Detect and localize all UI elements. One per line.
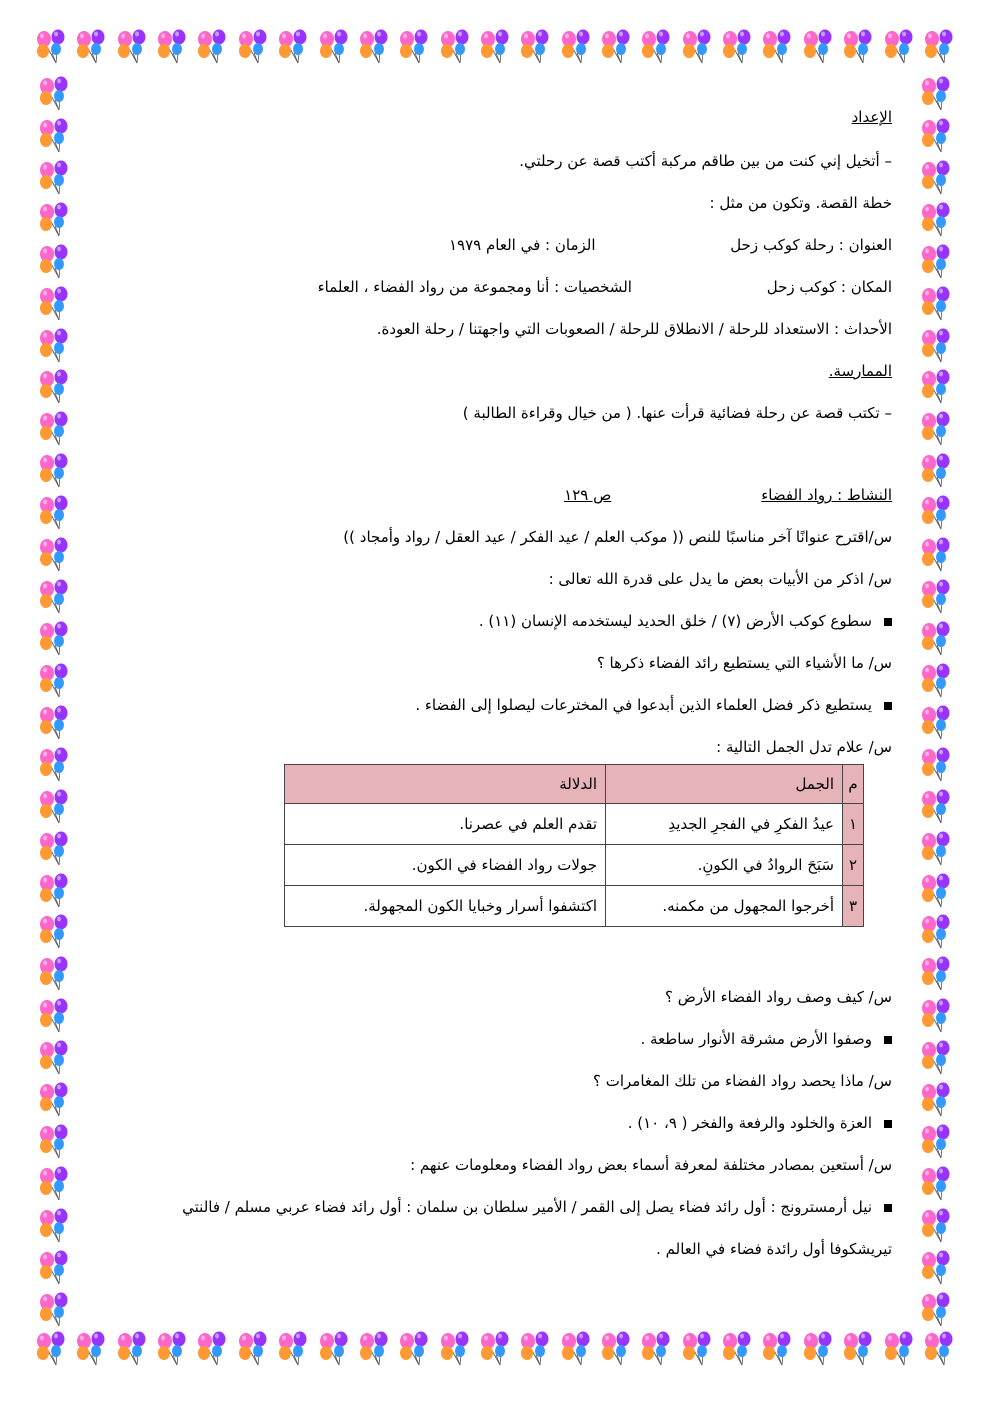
balloon-icon [919, 663, 955, 699]
balloon-icon [919, 453, 955, 489]
prep-line2: خطة القصة. وتكون من مثل : [709, 194, 892, 212]
balloon-icon [919, 789, 955, 825]
balloon-icon [37, 202, 73, 238]
prep-line1: – أتخيل إني كنت من بين طاقم مركبة أكتب قصة عن رحلتي. [519, 152, 892, 170]
header-num: م [843, 765, 864, 804]
bullet-icon [884, 1036, 892, 1044]
balloon-icon [34, 29, 70, 65]
balloon-icon [37, 998, 73, 1034]
question-4: س/ علام تدل الجمل التالية : [716, 738, 892, 756]
balloon-icon [919, 1082, 955, 1118]
balloon-icon [478, 29, 514, 65]
balloon-icon [34, 1331, 70, 1367]
balloon-icon [438, 1331, 474, 1367]
balloon-icon [919, 579, 955, 615]
balloon-icon [919, 705, 955, 741]
story-place-row [80, 274, 892, 300]
balloon-icon [919, 998, 955, 1034]
balloon-icon [37, 1250, 73, 1286]
balloon-icon [801, 29, 837, 65]
balloon-icon [37, 789, 73, 825]
balloon-icon [919, 286, 955, 322]
header-meaning: الدلالة [285, 765, 606, 804]
balloon-icon [74, 1331, 110, 1367]
balloon-icon [559, 1331, 595, 1367]
balloon-icon [37, 453, 73, 489]
sentences-table [284, 764, 864, 927]
balloon-icon [922, 29, 958, 65]
balloon-icon [37, 118, 73, 154]
row-sentence: عيدُ الفكرِ في الفجرِ الجديدِ [606, 804, 843, 845]
bullet-icon [884, 1120, 892, 1128]
balloon-icon [37, 369, 73, 405]
balloon-icon [74, 29, 110, 65]
row-num: ٢ [843, 845, 864, 886]
balloon-icon [37, 537, 73, 573]
balloon-icon [922, 1331, 958, 1367]
prep-heading: الإعداد [851, 108, 892, 126]
balloon-icon [919, 1292, 955, 1328]
balloon-icon [841, 29, 877, 65]
balloon-icon [919, 411, 955, 447]
balloon-icon [919, 873, 955, 909]
activity-title: النشاط : رواد الفضاءص ١٢٩ [564, 486, 892, 504]
balloon-icon [37, 495, 73, 531]
story-title-row [80, 232, 892, 258]
header-sentence: الجمل [606, 765, 843, 804]
bullet-icon [884, 618, 892, 626]
balloon-icon [37, 956, 73, 992]
story-time: الزمان : في العام ١٩٧٩ [449, 236, 596, 254]
balloon-icon [760, 1331, 796, 1367]
balloon-icon [37, 244, 73, 280]
balloon-icon [37, 1166, 73, 1202]
question-5: س/ كيف وصف رواد الفضاء الأرض ؟ [664, 988, 892, 1006]
balloon-icon [639, 29, 675, 65]
border-right [916, 76, 958, 1328]
balloon-icon [37, 579, 73, 615]
table-row [285, 845, 864, 886]
balloon-icon [919, 118, 955, 154]
balloon-icon [195, 29, 231, 65]
activity-page: ص ١٢٩ [564, 486, 612, 504]
answer-7: نيل أرمسترونج : أول رائد فضاء يصل إلى القمر / الأمير سلطان بن سلمان : أول رائد فضاء عربي مسلم / فالنتي [80, 1194, 892, 1220]
border-left [34, 76, 76, 1328]
balloon-icon [919, 1250, 955, 1286]
balloon-icon [357, 1331, 393, 1367]
answer-7-continued: تيريشكوفا أول رائدة فضاء في العالم . [656, 1240, 892, 1258]
table-header-row [285, 765, 864, 804]
practice-line1: – تكتب قصة عن رحلة فضائية قرأت عنها. ( من خيال وقراءة الطالبة ) [462, 404, 892, 422]
balloon-icon [760, 29, 796, 65]
border-bottom [34, 1328, 958, 1370]
row-meaning: تقدم العلم في عصرنا. [285, 804, 606, 845]
balloon-icon [317, 1331, 353, 1367]
balloon-icon [155, 1331, 191, 1367]
table-row [285, 886, 864, 927]
balloon-icon [37, 914, 73, 950]
practice-heading: الممارسة. [828, 362, 892, 380]
row-sentence: أخرجوا المجهول من مكمنه. [606, 886, 843, 927]
balloon-icon [919, 537, 955, 573]
balloon-icon [37, 705, 73, 741]
row-sentence: سَبَحَ الروادُ في الكونِ. [606, 845, 843, 886]
bullet-icon [884, 702, 892, 710]
balloon-icon [919, 621, 955, 657]
question-6: س/ ماذا يحصد رواد الفضاء من تلك المغامرات ؟ [592, 1072, 892, 1090]
balloon-icon [37, 663, 73, 699]
table-row [285, 804, 864, 845]
balloon-icon [37, 621, 73, 657]
balloon-icon [518, 29, 554, 65]
balloon-icon [919, 495, 955, 531]
balloon-icon [155, 29, 191, 65]
answer-6: العزة والخلود والرفعة والفخر ( ٩، ١٠) . [80, 1110, 892, 1136]
balloon-icon [37, 76, 73, 112]
story-characters: الشخصيات : أنا ومجموعة من رواد الفضاء ، العلماء [317, 278, 632, 296]
balloon-icon [680, 29, 716, 65]
balloon-icon [919, 1208, 955, 1244]
balloon-icon [639, 1331, 675, 1367]
balloon-icon [276, 1331, 312, 1367]
balloon-icon [37, 1124, 73, 1160]
balloon-icon [919, 1166, 955, 1202]
balloon-icon [37, 747, 73, 783]
balloon-icon [919, 831, 955, 867]
activity-title-row [80, 482, 892, 508]
answer-5: وصفوا الأرض مشرقة الأنوار ساطعة . [80, 1026, 892, 1052]
balloon-icon [919, 747, 955, 783]
balloon-icon [518, 1331, 554, 1367]
balloon-icon [478, 1331, 514, 1367]
question-2: س/ اذكر من الأبيات بعض ما يدل على قدرة الله تعالى : [548, 570, 892, 588]
balloon-icon [882, 1331, 918, 1367]
balloon-icon [919, 244, 955, 280]
balloon-icon [919, 369, 955, 405]
balloon-icon [919, 328, 955, 364]
balloon-icon [37, 286, 73, 322]
balloon-icon [37, 160, 73, 196]
balloon-icon [599, 1331, 635, 1367]
balloon-icon [37, 1040, 73, 1076]
balloon-icon [37, 1208, 73, 1244]
balloon-icon [397, 1331, 433, 1367]
row-num: ١ [843, 804, 864, 845]
balloon-icon [236, 1331, 272, 1367]
balloon-icon [37, 1082, 73, 1118]
balloon-icon [37, 328, 73, 364]
balloon-icon [37, 411, 73, 447]
balloon-icon [919, 1124, 955, 1160]
balloon-icon [720, 1331, 756, 1367]
balloon-icon [720, 29, 756, 65]
balloon-icon [882, 29, 918, 65]
question-7: س/ أستعين بمصادر مختلفة لمعرفة أسماء بعض رواد الفضاء ومعلومات عنهم : [410, 1156, 892, 1174]
bullet-icon [884, 1204, 892, 1212]
answer-3: يستطيع ذكر فضل العلماء الذين أبدعوا في المخترعات ليصلوا إلى الفضاء . [80, 692, 892, 718]
balloon-icon [559, 29, 595, 65]
balloon-icon [801, 1331, 837, 1367]
answer-2: سطوع كوكب الأرض (٧) / خلق الحديد ليستخدمه الإنسان (١١) . [80, 608, 892, 634]
balloon-icon [37, 873, 73, 909]
balloon-icon [195, 1331, 231, 1367]
question-3: س/ ما الأشياء التي يستطيع رائد الفضاء ذكرها ؟ [596, 654, 892, 672]
balloon-icon [37, 1292, 73, 1328]
row-meaning: اكتشفوا أسرار وخبايا الكون المجهولة. [285, 886, 606, 927]
row-meaning: جولات رواد الفضاء في الكون. [285, 845, 606, 886]
balloon-icon [841, 1331, 877, 1367]
balloon-icon [919, 160, 955, 196]
balloon-icon [357, 29, 393, 65]
balloon-icon [276, 29, 312, 65]
balloon-icon [919, 956, 955, 992]
balloon-icon [317, 29, 353, 65]
row-num: ٣ [843, 886, 864, 927]
question-1: س/اقترح عنوانًا آخر مناسبًا للنص (( موكب العلم / عيد الفكر / عيد العقل / رواد وأمجاد )) [343, 528, 892, 546]
balloon-icon [919, 1040, 955, 1076]
story-events: الأحداث : الاستعداد للرحلة / الانطلاق للرحلة / الصعوبات التي واجهتنا / رحلة العودة. [376, 320, 892, 338]
balloon-icon [919, 76, 955, 112]
story-title: العنوان : رحلة كوكب زحل [730, 236, 892, 254]
balloon-icon [919, 914, 955, 950]
balloon-icon [236, 29, 272, 65]
balloon-icon [438, 29, 474, 65]
balloon-icon [37, 831, 73, 867]
border-top [34, 26, 958, 68]
balloon-icon [397, 29, 433, 65]
story-place: المكان : كوكب زحل [766, 278, 892, 296]
balloon-icon [599, 29, 635, 65]
balloon-icon [115, 1331, 151, 1367]
balloon-icon [680, 1331, 716, 1367]
balloon-icon [115, 29, 151, 65]
balloon-icon [919, 202, 955, 238]
